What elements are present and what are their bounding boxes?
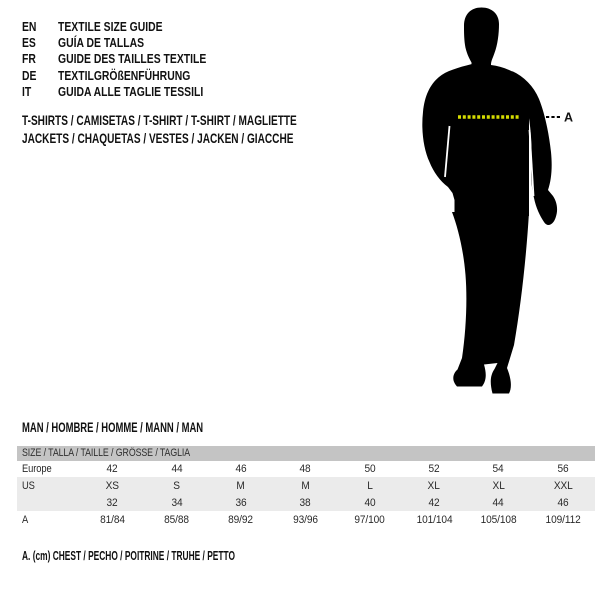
table-row-europe — [17, 461, 595, 477]
cell-value: 42 — [428, 496, 440, 509]
table-cell — [338, 514, 402, 526]
cell-value: 44 — [492, 496, 504, 509]
language-label: GUIDE DES TAILLES TEXTILE — [58, 51, 207, 67]
table-cell — [273, 497, 337, 509]
language-list — [22, 19, 243, 100]
cell-value: 109/112 — [545, 513, 581, 526]
measurement-label-a: A — [564, 110, 574, 125]
language-code: FR — [22, 51, 36, 67]
table-cell — [402, 497, 466, 509]
table-cell — [209, 497, 273, 509]
row-label-text: Europe — [22, 463, 52, 475]
cell-value: 93/96 — [292, 513, 318, 526]
cell-value: 42 — [106, 463, 118, 475]
language-row-fr — [22, 51, 243, 67]
table-row-chest-measurement — [17, 511, 595, 528]
row-label-text: US — [22, 479, 35, 492]
category-jackets: JACKETS / CHAQUETAS / VESTES / JACKEN / GIACCHE — [22, 130, 294, 146]
section-title — [22, 420, 281, 435]
cell-value: 36 — [235, 496, 247, 509]
table-cell — [80, 497, 144, 509]
cell-value: M — [301, 479, 310, 492]
row-label — [17, 463, 80, 475]
cell-value: XXL — [553, 479, 573, 492]
table-cell — [466, 463, 530, 475]
table-cell — [402, 463, 466, 475]
cell-value: XS — [105, 479, 119, 492]
man-silhouette-figure — [413, 0, 580, 400]
table-cell — [338, 497, 402, 509]
table-cell — [144, 463, 208, 475]
table-cell — [209, 480, 273, 492]
table-cell — [531, 463, 595, 475]
measurement-footnote — [22, 549, 340, 563]
product-category-lines — [22, 111, 404, 147]
cell-value: L — [366, 479, 373, 492]
table-cell — [531, 514, 595, 526]
table-cell — [273, 514, 337, 526]
language-row-de — [22, 68, 243, 84]
cell-value: 40 — [364, 496, 376, 509]
table-cell — [273, 480, 337, 492]
table-cell — [80, 463, 144, 475]
cell-value: 81/84 — [99, 513, 125, 526]
language-code: ES — [22, 35, 36, 51]
table-cell — [144, 514, 208, 526]
table-cell — [466, 514, 530, 526]
cell-value: 105/108 — [480, 513, 517, 526]
cell-value: 48 — [299, 463, 311, 475]
table-cell — [466, 480, 530, 492]
language-code: IT — [22, 83, 32, 99]
cell-value: 52 — [428, 463, 440, 475]
table-cell — [338, 480, 402, 492]
category-tshirts: T-SHIRTS / CAMISETAS / T-SHIRT / T-SHIRT / MAGLIETTE — [22, 112, 297, 128]
table-cell — [144, 497, 208, 509]
row-label — [17, 514, 80, 526]
cell-value: 46 — [235, 463, 247, 475]
cell-value: 46 — [557, 496, 569, 509]
size-table-header-text: SIZE / TALLA / TAILLE / GRÖSSE / TAGLIA — [22, 447, 191, 459]
cell-value: 54 — [492, 463, 504, 475]
table-cell — [144, 480, 208, 492]
row-label — [17, 480, 80, 492]
size-table — [17, 446, 595, 528]
us-size-group — [17, 477, 595, 511]
language-row-en — [22, 19, 243, 35]
section-title-text: MAN / HOMBRE / HOMME / MANN / MAN — [22, 420, 204, 435]
cell-value: 97/100 — [354, 513, 385, 526]
row-label — [17, 497, 80, 509]
cell-value: 85/88 — [164, 513, 189, 526]
table-cell — [209, 463, 273, 475]
table-cell — [531, 480, 595, 492]
language-label: TEXTILGRÖßENFÜHRUNG — [58, 67, 191, 83]
language-label: GUÍA DE TALLAS — [58, 35, 145, 51]
table-cell — [80, 480, 144, 492]
table-cell — [273, 463, 337, 475]
table-cell — [80, 514, 144, 526]
row-label-text: A — [22, 513, 29, 526]
table-cell — [209, 514, 273, 526]
cell-value: M — [236, 479, 246, 492]
measurement-footnote-text: A. (cm) CHEST / PECHO / POITRINE / TRUHE / PETTO — [22, 549, 235, 563]
table-cell — [402, 514, 466, 526]
cell-value: XL — [427, 479, 441, 492]
table-row-us-numeric — [17, 494, 595, 511]
table-cell — [402, 480, 466, 492]
cell-value: XL — [492, 479, 505, 492]
cell-value: 89/92 — [228, 513, 254, 526]
cell-value: 50 — [364, 463, 376, 475]
cell-value: 34 — [171, 496, 183, 509]
cell-value: 44 — [171, 463, 183, 475]
language-code: DE — [22, 67, 37, 83]
language-row-it — [22, 84, 243, 100]
table-cell — [531, 497, 595, 509]
size-table-header-bar — [17, 446, 595, 461]
cell-value: 56 — [557, 463, 569, 475]
table-cell — [466, 497, 530, 509]
table-cell — [338, 463, 402, 475]
cell-value: S — [173, 479, 180, 492]
cell-value: 101/104 — [416, 513, 453, 526]
man-silhouette — [422, 8, 557, 394]
table-row-us — [17, 477, 595, 494]
language-code: EN — [22, 19, 37, 34]
cell-value: 32 — [106, 496, 118, 509]
cell-value: 38 — [299, 496, 311, 509]
language-label: TEXTILE SIZE GUIDE — [58, 19, 163, 34]
language-label: GUIDA ALLE TAGLIE TESSILI — [58, 83, 204, 99]
language-row-es — [22, 35, 243, 51]
